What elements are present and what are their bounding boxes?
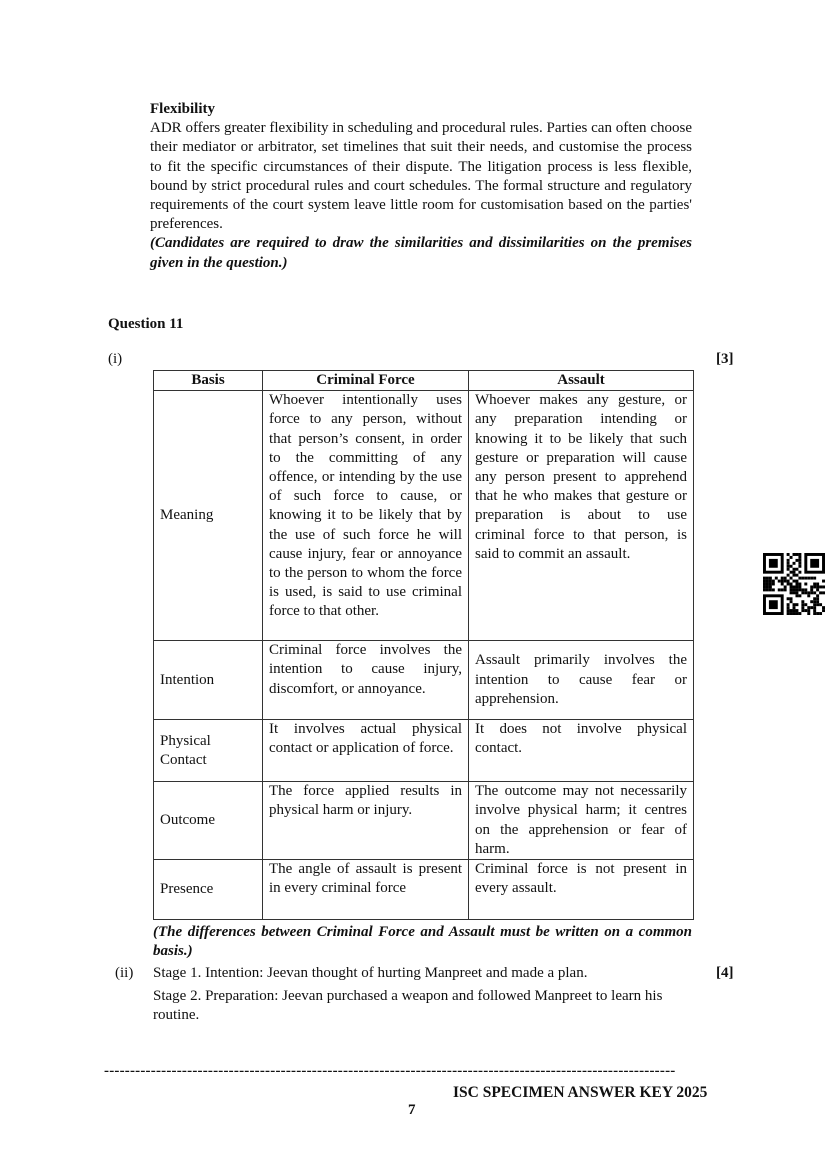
table-row [154, 860, 694, 920]
criminal-force-cell: It involves actual physical contact or application of force. [263, 720, 469, 782]
question-title: Question 11 [108, 316, 184, 332]
flexibility-body: ADR offers greater flexibility in scheduling and procedural rules. Parties can often choose their mediator or arbitrator, set timelines that suit their needs, and customise the process to fit the specific circumstances of their dispute. The litigation process is less flexible, bound by strict procedural rules and court schedules. The formal structure and regulatory requirements of the court system leave little room for customisation based on the parties' preferences. [150, 120, 692, 233]
table-row [154, 782, 694, 860]
assault-cell: Assault primarily involves the intention to cause fear or apprehension. [469, 641, 694, 720]
flexibility-heading: Flexibility [150, 101, 215, 117]
assault-cell: Criminal force is not present in every assault. [469, 860, 694, 920]
footer-title: ISC SPECIMEN ANSWER KEY 2025 [453, 1084, 708, 1101]
stage-2: Stage 2. Preparation: Jeevan purchased a weapon and followed Manpreet to learn his routine. [153, 988, 663, 1024]
header-assault: Assault [469, 371, 694, 391]
header-basis: Basis [154, 371, 263, 391]
criminal-force-cell: The angle of assault is present in every criminal force [263, 860, 469, 920]
criminal-force-cell: The force applied results in physical harm or injury. [263, 782, 469, 860]
header-criminal-force: Criminal Force [263, 371, 469, 391]
candidates-note: (Candidates are required to draw the similarities and dissimilarities on the premises given in the question.) [150, 235, 692, 271]
table-note: (The differences between Criminal Force and Assault must be written on a common basis.) [153, 924, 692, 960]
criminal-force-cell: Criminal force involves the intention to cause injury, discomfort, or annoyance. [263, 641, 469, 720]
basis-cell: Intention [154, 641, 263, 720]
part-i-label: (i) [108, 351, 123, 367]
table-header-row [154, 371, 694, 391]
flexibility-section [150, 100, 692, 273]
basis-cell: Meaning [154, 391, 263, 641]
assault-cell: The outcome may not necessarily involve physical harm; it centres on the apprehension or fear of harm. [469, 782, 694, 860]
basis-cell: Outcome [154, 782, 263, 860]
assault-cell: Whoever makes any gesture, or any preparation intending or knowing it to be likely that such gesture or preparation will cause any person present to apprehend that he who makes that gesture or preparation is about to use criminal force to that person, is said to commit an assault. [469, 391, 694, 641]
comparison-table [153, 370, 694, 920]
part-i-marks: [3] [716, 351, 734, 367]
table-row [154, 720, 694, 782]
assault-cell: It does not involve physical contact. [469, 720, 694, 782]
table-row [154, 391, 694, 641]
qr-code-icon [763, 553, 825, 615]
footer-divider: -------------------------------------------------------------------------------------------------------------- [104, 1063, 676, 1079]
stage-1: Stage 1. Intention: Jeevan thought of hurting Manpreet and made a plan. [153, 965, 588, 981]
page-number: 7 [408, 1102, 416, 1118]
part-ii-label: (ii) [115, 965, 134, 981]
basis-cell: Presence [154, 860, 263, 920]
basis-cell: Physical Contact [154, 720, 263, 782]
part-ii-answer [153, 964, 693, 1026]
table-row [154, 641, 694, 720]
criminal-force-cell: Whoever intentionally uses force to any person, without that person’s consent, in order to the committing of any offence, or intending by the use of such force to cause, or knowing it to be likely that by the use of such force he will cause injury, fear or annoyance to the person to whom the force is used, is said to use criminal force to that other. [263, 391, 469, 641]
part-ii-marks: [4] [716, 965, 734, 981]
